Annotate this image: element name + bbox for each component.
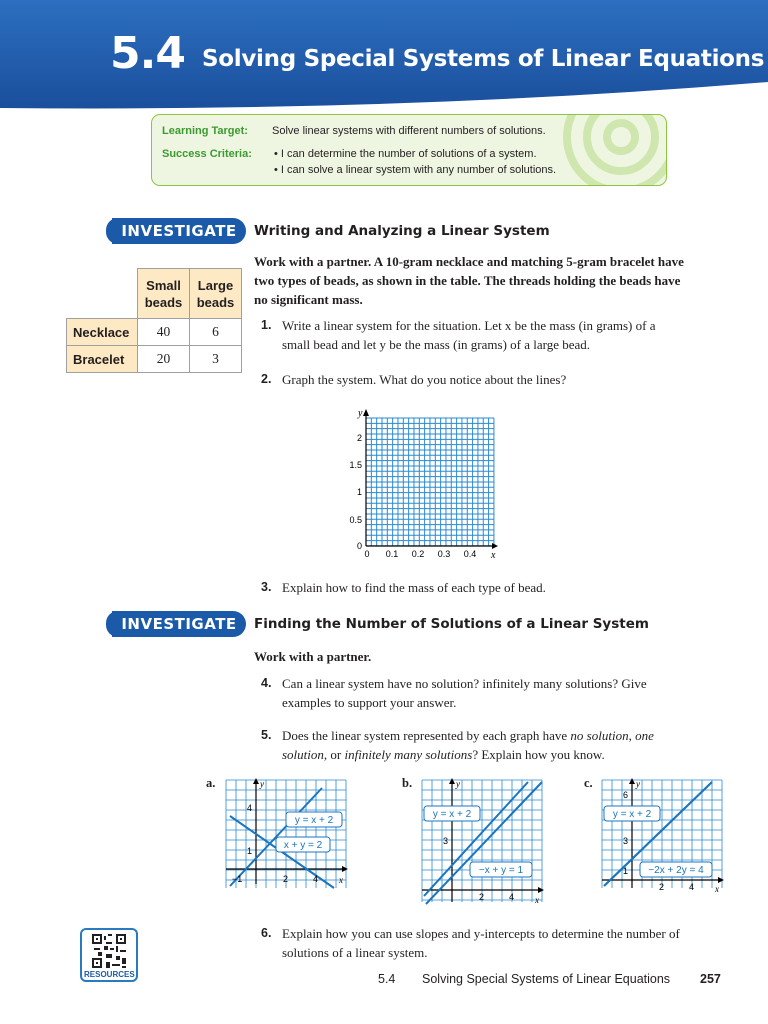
cell: 40 [138, 319, 190, 346]
learning-target-box [151, 114, 667, 186]
learning-target-label: Learning Target: [162, 125, 248, 137]
question-3: Explain how to find the mass of each type of bead. [282, 580, 546, 595]
cell: 6 [190, 319, 242, 346]
success-criteria-label: Success Criteria: [162, 148, 252, 160]
y-tick-label: 1.5 [349, 460, 362, 470]
x-axis-label: x [339, 875, 343, 885]
y-axis-arrow-icon [363, 409, 369, 416]
question-number-6: 6. [261, 926, 272, 940]
row-label-bracelet: Bracelet [67, 346, 138, 373]
blank-graph [340, 404, 510, 564]
learning-target-text: Solve linear systems with different numbers of solutions. [272, 125, 546, 137]
question-4: Can a linear system have no solution? infinitely many solutions? Give examples to support your answer. [282, 676, 647, 710]
qr-code-icon [82, 932, 136, 972]
y-axis-arrow-icon [449, 778, 455, 784]
y-axis-arrow-icon [629, 778, 635, 784]
x-tick-label: 0 [364, 549, 370, 559]
y-tick-label: 0.5 [349, 515, 362, 525]
x-tick-label: 0.2 [411, 549, 425, 559]
question-5: Does the linear system represented by each graph have no solution, one solution, or infinitely many solutions? Explain how you know. [282, 728, 654, 762]
x-axis-label: x [491, 550, 496, 561]
question-1: Write a linear system for the situation. Let x be the mass (in grams) of a small bead and let y be the mass (in grams) of a large bead. [282, 318, 656, 352]
y-tick-label: 3 [623, 836, 629, 846]
x-axis-arrow-icon [342, 866, 348, 872]
page-number: 257 [700, 972, 721, 986]
graph-a [222, 776, 350, 892]
criteria-item-1: • I can determine the number of solutions of a system. [274, 148, 537, 160]
graph-c-letter: c. [584, 776, 593, 790]
x-tick-label: 2 [283, 874, 289, 884]
investigate-title-1: Writing and Analyzing a Linear System [254, 223, 550, 239]
x-tick-label: 4 [509, 892, 515, 902]
equation-label: y = x + 2 [612, 809, 652, 820]
table-row [67, 346, 242, 373]
footer-section-number: 5.4 [378, 972, 396, 986]
y-axis-label: y [636, 779, 640, 789]
x-tick-label: −1 [232, 874, 243, 884]
beads-table [66, 268, 242, 373]
investigate-intro-2: Work with a partner. [254, 649, 372, 664]
equation-label: x + y = 2 [283, 840, 323, 851]
table-header-large: Large beads [190, 269, 242, 319]
y-tick-label: 3 [443, 836, 449, 846]
x-axis-arrow-icon [492, 543, 498, 549]
equation-label: −2x + 2y = 4 [648, 865, 704, 876]
y-axis-arrow-icon [253, 778, 259, 784]
line-1 [424, 782, 528, 896]
question-2: Graph the system. What do you notice about the lines? [282, 372, 567, 387]
investigate-badge-2: INVESTIGATE [112, 611, 246, 637]
question-number-3: 3. [261, 580, 272, 594]
footer-section-title: Solving Special Systems of Linear Equations [422, 972, 671, 986]
y-tick-label: 1 [623, 866, 629, 876]
y-tick-label: 1 [356, 487, 362, 497]
graph-a-letter: a. [206, 776, 216, 790]
x-axis-arrow-icon [718, 877, 724, 883]
question-6: Explain how you can use slopes and y-intercepts to determine the number of solutions of a linear system. [282, 926, 680, 960]
x-tick-label: 0.3 [437, 549, 451, 559]
equation-label: −x + y = 1 [478, 865, 524, 876]
equation-label: y = x + 2 [432, 809, 472, 820]
question-number-1: 1. [261, 318, 272, 332]
cell: 3 [190, 346, 242, 373]
graph-b [418, 776, 546, 906]
graph-b-letter: b. [402, 776, 413, 790]
chapter-header [0, 0, 768, 110]
y-tick-label: 6 [623, 790, 629, 800]
investigate-badge-1: INVESTIGATE [112, 218, 246, 244]
table-header-small: Small beads [138, 269, 190, 319]
resources-label: RESOURCES [84, 970, 135, 979]
x-tick-label: 4 [313, 874, 319, 884]
resources-button[interactable] [80, 928, 138, 982]
investigate-intro-1: Work with a partner. A 10-gram necklace and matching 5-gram bracelet have two types of beads, as shown in the table. The threads holding the beads have no significant mass. [254, 254, 684, 307]
investigate-title-2: Finding the Number of Solutions of a Linear System [254, 616, 649, 632]
cell: 20 [138, 346, 190, 373]
y-axis-label: y [358, 408, 363, 419]
table-row [67, 319, 242, 346]
x-axis-label: x [715, 884, 719, 892]
criteria-item-2: • I can solve a linear system with any number of solutions. [274, 164, 557, 176]
section-title: Solving Special Systems of Linear Equations [202, 46, 765, 72]
x-tick-label: 0.4 [463, 549, 477, 559]
x-tick-label: 2 [479, 892, 485, 902]
question-number-4: 4. [261, 676, 272, 690]
question-number-2: 2. [261, 372, 272, 386]
y-tick-label: 1 [247, 846, 253, 856]
y-tick-label: 2 [356, 433, 362, 443]
equation-label: y = x + 2 [294, 815, 334, 826]
y-tick-label: 4 [247, 803, 253, 813]
row-label-necklace: Necklace [67, 319, 138, 346]
question-number-5: 5. [261, 728, 272, 742]
y-axis-label: y [456, 779, 460, 789]
x-axis-arrow-icon [538, 887, 544, 893]
x-tick-label: 2 [659, 882, 665, 892]
y-tick-label: 0 [356, 541, 362, 551]
x-tick-label: 4 [689, 882, 695, 892]
section-number: 5.4 [110, 28, 185, 79]
x-tick-label: 0.1 [385, 549, 399, 559]
y-axis-label: y [260, 779, 264, 789]
graph-c [598, 776, 726, 892]
x-axis-label: x [535, 895, 539, 905]
